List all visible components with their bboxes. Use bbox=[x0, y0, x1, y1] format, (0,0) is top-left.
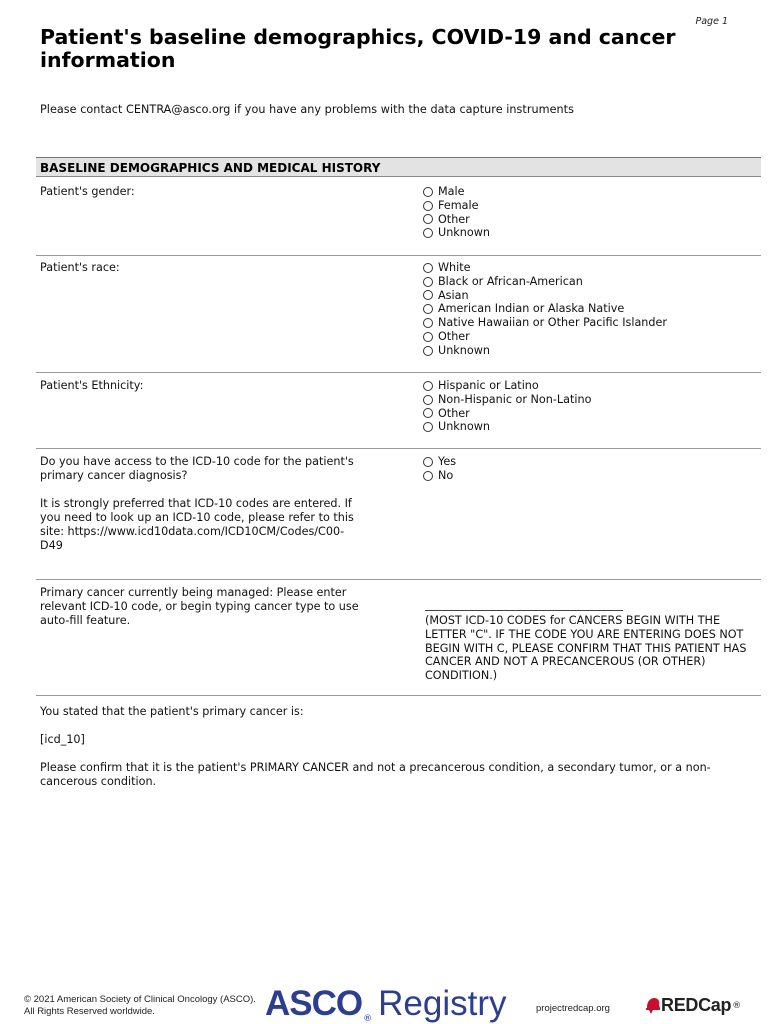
radio-icon[interactable] bbox=[423, 290, 433, 300]
redcap-registered-mark: ® bbox=[732, 1000, 742, 1011]
race-option-white[interactable]: White bbox=[423, 261, 753, 275]
race-question: Patient's race: bbox=[40, 261, 120, 274]
asco-logo-text: ASCO bbox=[265, 984, 363, 1023]
gender-option-male[interactable]: Male bbox=[423, 185, 753, 199]
page-number: Page 1 bbox=[695, 16, 728, 27]
ethnicity-option-unknown[interactable]: Unknown bbox=[423, 420, 753, 434]
race-option-native-hawaiian[interactable]: Native Hawaiian or Other Pacific Islander bbox=[423, 316, 753, 330]
registry-logo-text: Registry bbox=[378, 984, 507, 1023]
confirm-instruction: Please confirm that it is the patient's PRIMARY CANCER and not a precancerous condition, a secondary tumor, or a non-cancerous condition. bbox=[40, 761, 711, 788]
radio-icon[interactable] bbox=[423, 395, 433, 405]
icd-access-option-no[interactable]: No bbox=[423, 469, 753, 483]
ethnicity-option-other[interactable]: Other bbox=[423, 407, 753, 421]
gender-question: Patient's gender: bbox=[40, 185, 135, 198]
redcap-logo bbox=[645, 995, 741, 1016]
radio-icon[interactable] bbox=[423, 457, 433, 467]
radio-icon[interactable] bbox=[423, 277, 433, 287]
race-option-other[interactable]: Other bbox=[423, 330, 753, 344]
gender-option-other[interactable]: Other bbox=[423, 213, 753, 227]
registered-mark: ® bbox=[363, 1014, 373, 1024]
radio-icon[interactable] bbox=[423, 381, 433, 391]
ethnicity-question: Patient's Ethnicity: bbox=[40, 379, 144, 392]
radio-icon[interactable] bbox=[423, 214, 433, 224]
icd-access-option-yes[interactable]: Yes bbox=[423, 455, 753, 469]
radio-icon[interactable] bbox=[423, 332, 433, 342]
icd-access-question-text: Do you have access to the ICD-10 code for the patient's primary cancer diagnosis? bbox=[40, 455, 354, 482]
race-option-black[interactable]: Black or African-American bbox=[423, 275, 753, 289]
copyright-line-2: All Rights Reserved worldwide. bbox=[24, 1006, 155, 1017]
radio-icon[interactable] bbox=[423, 346, 433, 356]
radio-icon[interactable] bbox=[423, 228, 433, 238]
race-options bbox=[423, 261, 753, 358]
page-title: Patient's baseline demographics, COVID-19 and cancer information bbox=[40, 25, 676, 72]
primary-cancer-question: Primary cancer currently being managed: Please enter relevant ICD-10 code, or begin typing cancer type to use auto-fill feature. bbox=[40, 586, 359, 627]
copyright-notice bbox=[24, 994, 256, 1018]
section-header: BASELINE DEMOGRAPHICS AND MEDICAL HISTORY bbox=[36, 157, 761, 177]
race-option-asian[interactable]: Asian bbox=[423, 289, 753, 303]
icd-code-placeholder: [icd_10] bbox=[40, 733, 85, 746]
gender-row bbox=[36, 177, 761, 256]
radio-icon[interactable] bbox=[423, 408, 433, 418]
primary-cancer-row bbox=[36, 580, 761, 696]
race-option-unknown[interactable]: Unknown bbox=[423, 344, 753, 358]
radio-icon[interactable] bbox=[423, 471, 433, 481]
radio-icon[interactable] bbox=[423, 318, 433, 328]
radio-icon[interactable] bbox=[423, 187, 433, 197]
primary-cancer-note: (MOST ICD-10 CODES for CANCERS BEGIN WITH THE LETTER "C". IF THE CODE YOU ARE ENTERING DOES NOT BEGIN WITH C, PLEASE CONFIRM THAT THIS PATIENT HAS CANCER AND NOT A PRECANCEROUS (OR OTHER) CONDITION.) bbox=[425, 614, 747, 683]
contact-text: Please contact CENTRA@asco.org if you have any problems with the data capture instruments bbox=[40, 103, 574, 116]
redcap-logo-text: REDCap bbox=[661, 995, 732, 1015]
race-row bbox=[36, 256, 761, 373]
gender-option-unknown[interactable]: Unknown bbox=[423, 226, 753, 240]
primary-cancer-input[interactable] bbox=[425, 610, 623, 611]
asco-registry-logo bbox=[265, 980, 507, 1024]
radio-icon[interactable] bbox=[423, 422, 433, 432]
icd-access-question bbox=[40, 455, 360, 567]
redcap-cap-icon bbox=[645, 997, 661, 1015]
stated-cancer-text: You stated that the patient's primary cancer is: bbox=[40, 705, 304, 718]
redcap-url[interactable]: projectredcap.org bbox=[536, 1003, 610, 1014]
icd-access-options bbox=[423, 455, 753, 483]
race-option-american-indian[interactable]: American Indian or Alaska Native bbox=[423, 302, 753, 316]
confirmation-block bbox=[40, 705, 730, 803]
gender-option-female[interactable]: Female bbox=[423, 199, 753, 213]
gender-options bbox=[423, 185, 753, 240]
copyright-line-1: © 2021 American Society of Clinical Oncology (ASCO). bbox=[24, 994, 256, 1005]
ethnicity-option-hispanic[interactable]: Hispanic or Latino bbox=[423, 379, 753, 393]
ethnicity-option-non-hispanic[interactable]: Non-Hispanic or Non-Latino bbox=[423, 393, 753, 407]
radio-icon[interactable] bbox=[423, 263, 433, 273]
radio-icon[interactable] bbox=[423, 304, 433, 314]
radio-icon[interactable] bbox=[423, 201, 433, 211]
ethnicity-options bbox=[423, 379, 753, 434]
ethnicity-row bbox=[36, 373, 761, 449]
icd-access-row bbox=[36, 449, 761, 580]
icd-access-help-text: It is strongly preferred that ICD-10 codes are entered. If you need to look up an ICD-10 code, please refer to this site: https://www.icd10data.com/ICD10CM/Codes/C00-D49 bbox=[40, 497, 354, 552]
